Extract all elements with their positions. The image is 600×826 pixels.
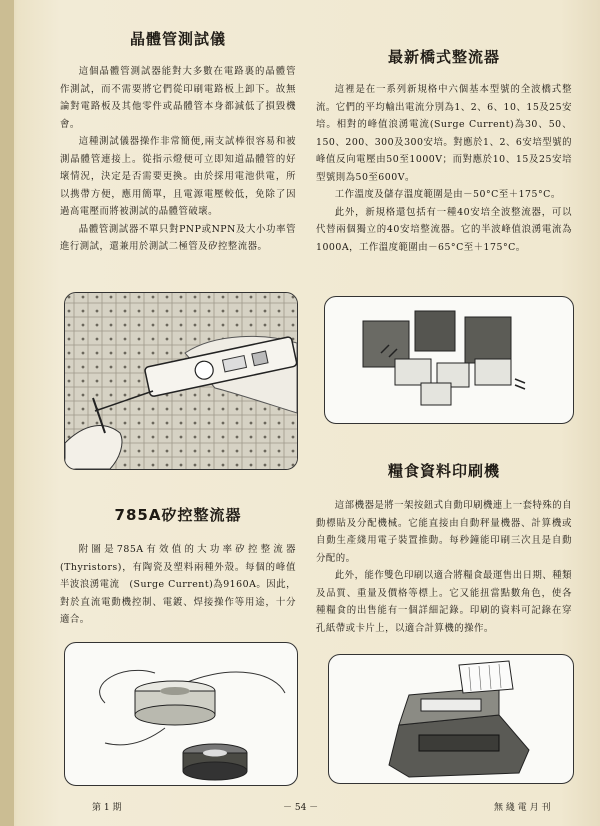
binding-edge	[0, 0, 14, 826]
bridge-rectifier-photo	[324, 296, 574, 424]
thyristor-photo	[64, 642, 298, 786]
article-paragraph: 工作溫度及儲存溫度範圍是由－50°C至＋175°C。	[334, 189, 561, 200]
transistor-tester-photo	[64, 292, 298, 470]
article-paragraph: 晶體管測試器不單只對PNP或NPN及大小功率管進行測試，還兼用於測試二極管及矽控整流器。	[60, 223, 296, 252]
article-thyristor	[60, 504, 296, 629]
article-title: 糧食資料印刷機	[387, 462, 500, 480]
article-paragraph: 附圖是785A有效值的大功率矽控整流器(Thyristors)，有陶瓷及塑料兩種外殼。每個的峰值半波浪湧電流 (Surge Current)為9160A。因此，對於直流電動機控制、電鍍、焊接操作等用途，十分適合。	[60, 544, 296, 625]
article-food-data-printer	[316, 460, 572, 637]
footer-page-number: － 54 －	[283, 803, 319, 813]
article-paragraph: 此外，能作雙色印刷以適合將糧食最運售出日期、種類及品質、重量及價格等標上。它又能扭當點數角色，使各種糧食的出售能有一個詳細記錄。印刷的資料可記錄在穿孔紙帶或卡片上，以適合計算機的操作。	[316, 570, 572, 634]
article-paragraph: 這部機器是將一架按鈕式自動印刷機連上一套特殊的自動標貼及分配機械。它能直接由自動秤量機器、計算機或自動生產綫用電子裝置推動。每秒鐘能印刷三次且是自動分配的。	[316, 500, 572, 564]
article-bridge-rectifier	[316, 46, 572, 256]
article-paragraph: 這個晶體管測試器能對大多數在電路裏的晶體管作測試，而不需要將它們從印刷電路板上卸下。故無論對電路板及其他零件或晶體管本身都減低了損毀機會。	[60, 66, 296, 130]
article-title: 785A矽控整流器	[114, 506, 242, 524]
article-paragraph: 這裡是在一系列新規格中六個基本型號的全波橋式整流。它們的平均輸出電流分別為1、2、6、10、15及25安培。相對的峰值浪湧電流(Surge Current)為30、50、150、200、300及300安培。對應於1、2、6安培型號的峰值反向電壓由50至1000V；而對應於10、15及25安培型號則為50至600V。	[316, 84, 572, 183]
article-title: 最新橋式整流器	[387, 48, 500, 66]
footer-magazine-name: 無 綫 電 月 刊	[494, 803, 551, 813]
article-paragraph: 這種測試儀器操作非常簡便,兩支試棒很容易和被測晶體管連接上。從指示燈便可立即知道晶體管的好壞情況，決定是否需要更換。由於採用電池供電，所以携帶方便，應用簡單，且電源電壓較低，免除了因過高電壓而將被測試的晶體管破壞。	[60, 136, 296, 217]
food-data-printer-photo	[328, 654, 574, 784]
footer-issue: 第 1 期	[92, 803, 122, 813]
article-paragraph: 此外，新規格還包括有一種40安培全波整流器，可以代替兩個獨立的40安培整流器。它的半波峰值浪湧電流為1000A，工作溫度範圍由－65°C至＋175°C。	[316, 206, 572, 253]
article-title: 晶體管測試儀	[129, 30, 226, 48]
article-transistor-tester	[60, 28, 296, 256]
